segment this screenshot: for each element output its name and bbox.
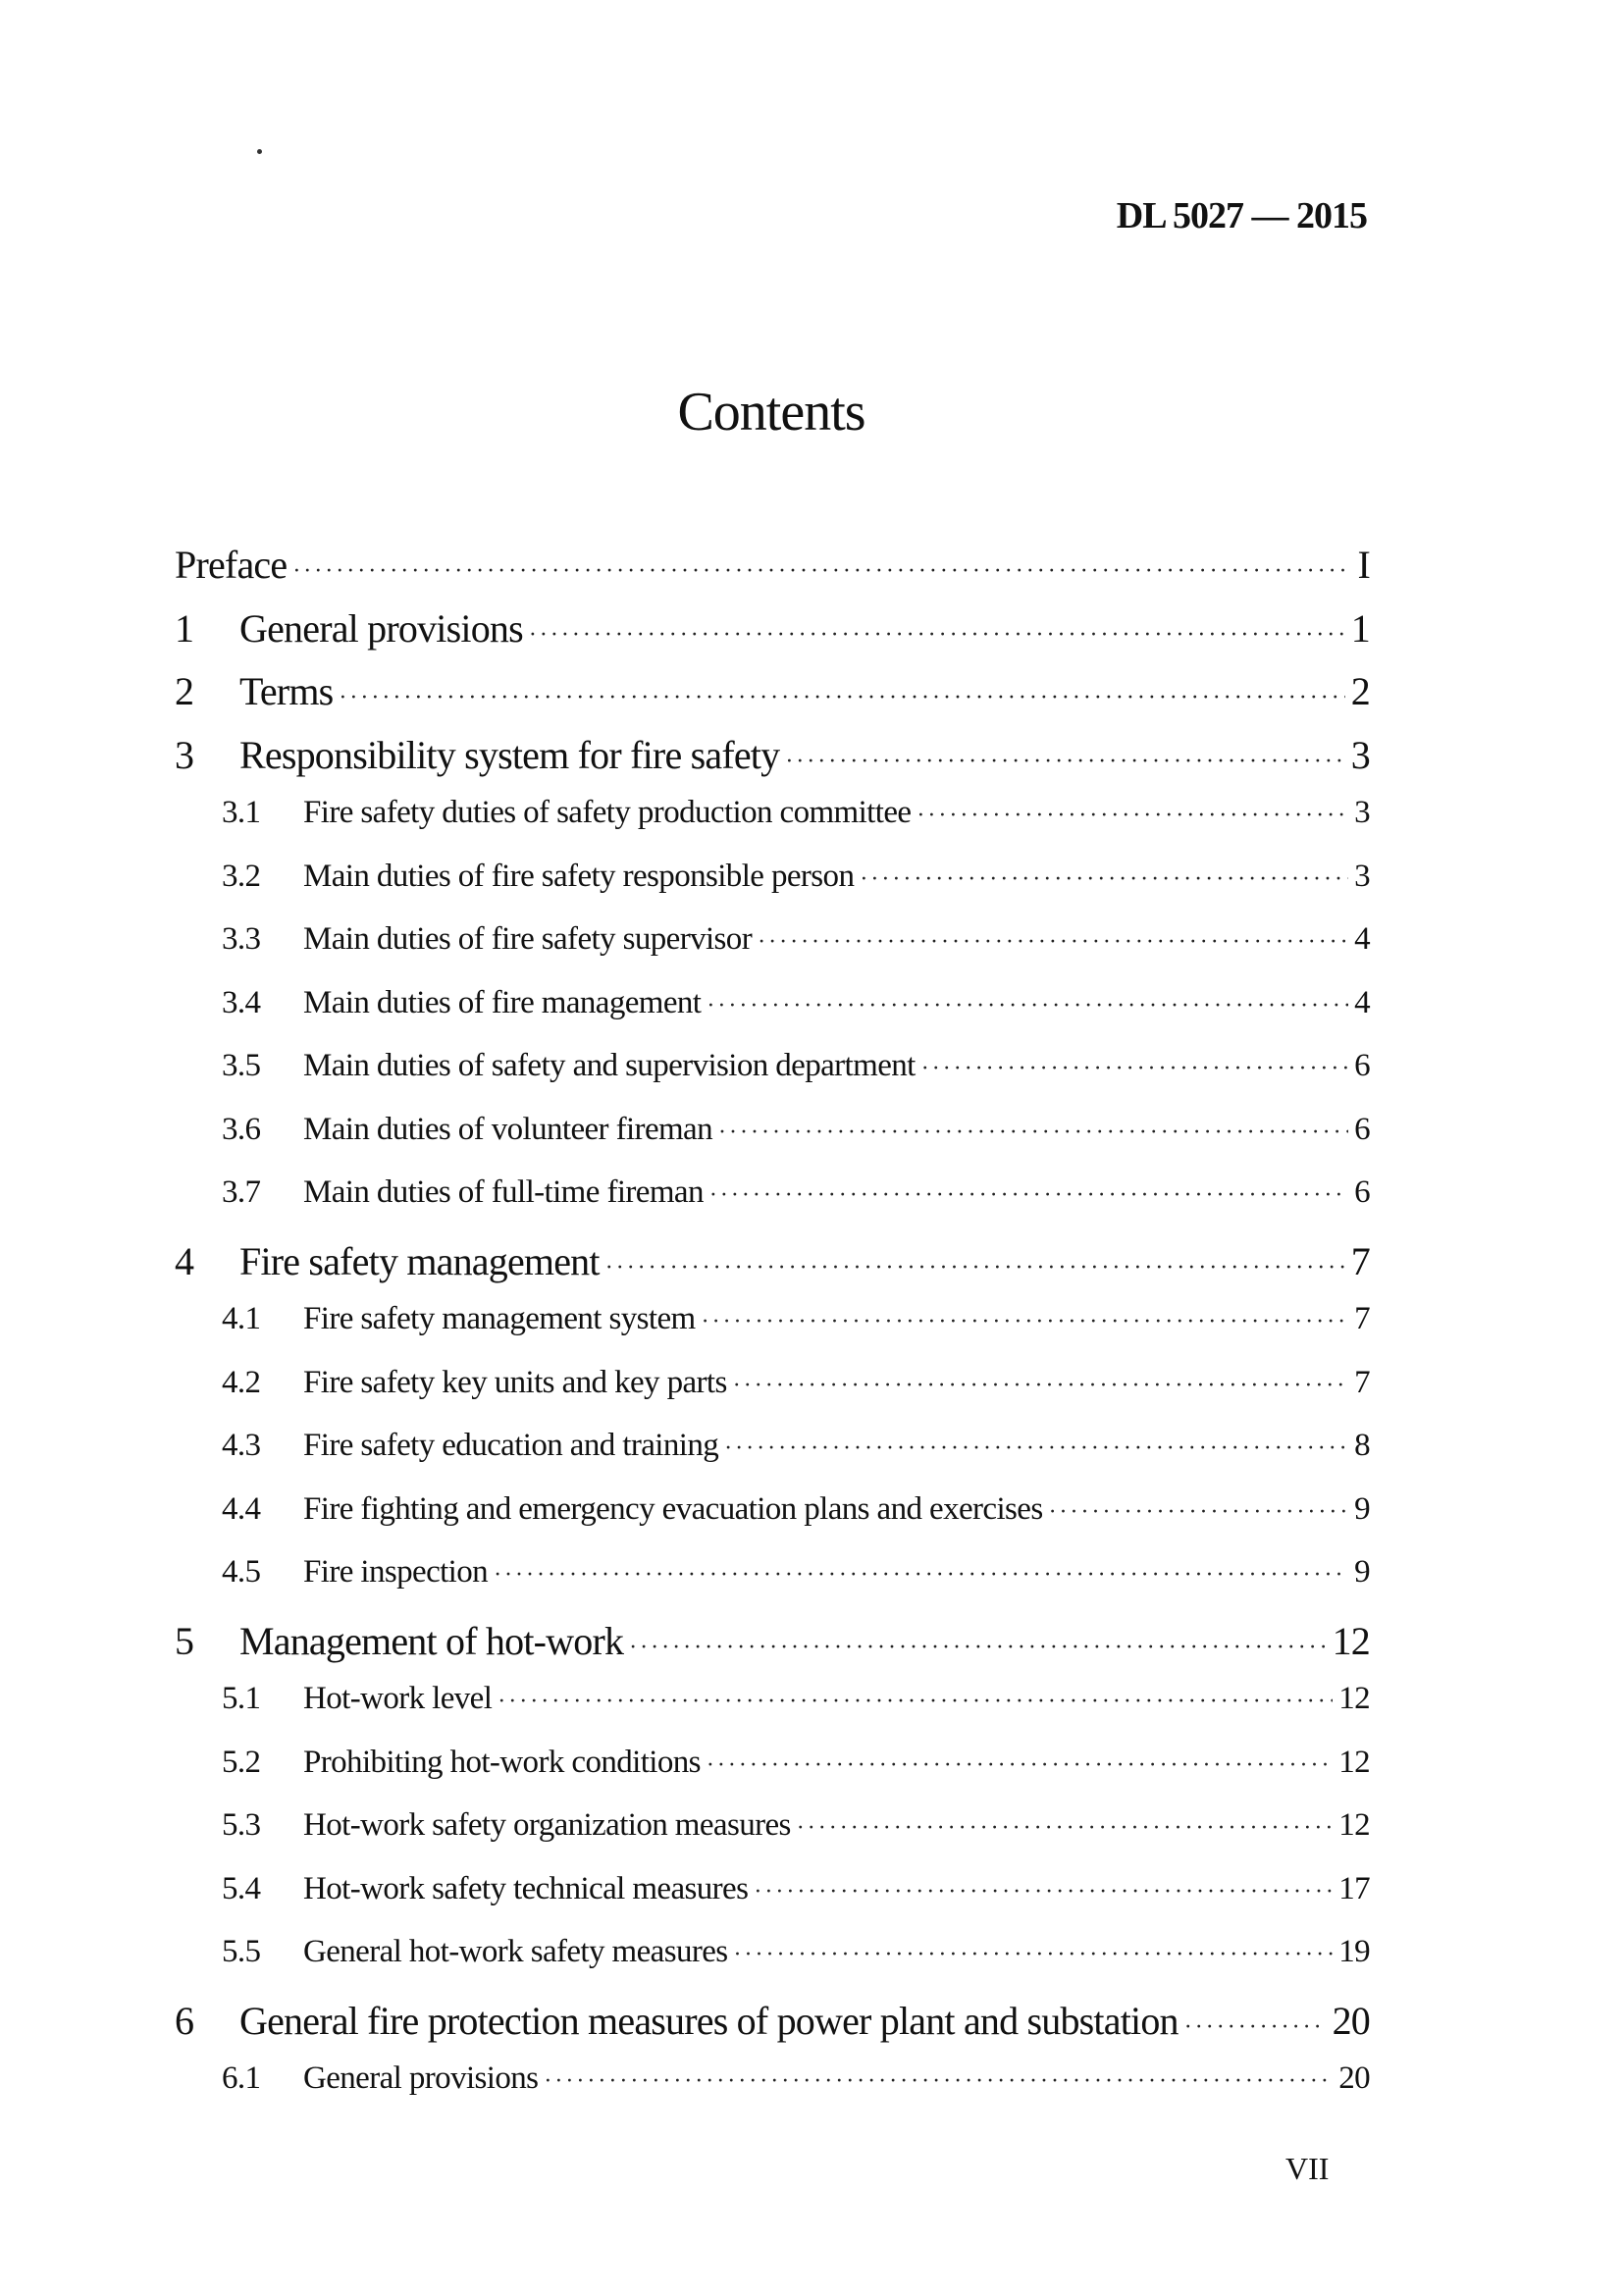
toc-entry-page: I — [1357, 543, 1370, 587]
toc-entry-page: 12 — [1338, 1681, 1370, 1716]
toc-entry[interactable] — [175, 1998, 1370, 2061]
toc-entry-number: 4.4 — [222, 1490, 261, 1527]
dot-leader — [292, 558, 1351, 585]
toc-entry[interactable] — [175, 605, 1370, 669]
toc-entry-title: Responsibility system for fire safety — [239, 732, 780, 777]
toc-entry-page: 7 — [1354, 1364, 1370, 1400]
toc-entry-number: 3.6 — [222, 1111, 261, 1147]
toc-entry-title: Fire safety duties of safety production committee — [303, 795, 912, 830]
toc-entry[interactable] — [175, 1238, 1370, 1302]
toc-entry-page: 4 — [1354, 921, 1370, 957]
toc-entry-page: 7 — [1354, 1301, 1370, 1336]
toc-entry-page: 9 — [1354, 1490, 1370, 1527]
toc-entry-page: 7 — [1350, 1238, 1370, 1283]
toc-entry-title: General fire protection measures of power plant and substation — [239, 1998, 1179, 2043]
dot-leader — [758, 929, 1348, 956]
dot-leader — [707, 993, 1348, 1019]
dot-leader — [921, 1056, 1348, 1082]
dot-leader — [785, 749, 1344, 775]
toc-entry[interactable] — [175, 1491, 1370, 1555]
toc-entry-title: Terms — [239, 669, 334, 713]
dot-leader — [724, 1435, 1348, 1462]
dot-leader — [529, 622, 1345, 649]
toc-entry[interactable] — [175, 542, 1370, 605]
toc-entry-title: Fire safety key units and key parts — [303, 1364, 727, 1400]
dot-leader — [734, 1942, 1334, 1968]
toc-entry-number: 4.1 — [222, 1301, 261, 1336]
dot-leader — [605, 1255, 1345, 1281]
dot-leader — [498, 1689, 1333, 1715]
toc-entry[interactable] — [175, 1112, 1370, 1175]
toc-entry[interactable] — [175, 732, 1370, 796]
dot-leader — [544, 2068, 1333, 2095]
toc-entry[interactable] — [175, 1681, 1370, 1745]
table-of-contents — [175, 542, 1370, 2124]
toc-entry-number: 3.4 — [222, 984, 261, 1020]
toc-entry-number: 3.1 — [222, 795, 261, 830]
toc-entry-title: Main duties of volunteer fireman — [303, 1111, 713, 1147]
toc-entry-number: 5.1 — [222, 1681, 261, 1716]
dot-leader — [917, 803, 1348, 829]
toc-entry-number: 2 — [175, 669, 194, 713]
toc-entry-number: 5.5 — [222, 1934, 261, 1969]
toc-entry[interactable] — [175, 1428, 1370, 1491]
toc-entry[interactable] — [175, 2060, 1370, 2124]
toc-entry-number: 5.4 — [222, 1870, 261, 1906]
toc-entry-title: Main duties of safety and supervision department — [303, 1048, 916, 1083]
toc-entry-number: 4.5 — [222, 1554, 261, 1590]
toc-entry-number: 3 — [175, 732, 194, 777]
toc-entry[interactable] — [175, 859, 1370, 922]
toc-entry-page: 12 — [1338, 1744, 1370, 1780]
toc-entry-number: 3.3 — [222, 921, 261, 957]
dot-leader — [707, 1752, 1333, 1779]
toc-entry-number: 5 — [175, 1618, 194, 1663]
toc-entry-title: Fire safety management — [239, 1238, 600, 1283]
toc-entry-number: 3.2 — [222, 858, 261, 894]
toc-entry-number: 4.2 — [222, 1364, 261, 1400]
toc-entry[interactable] — [175, 1554, 1370, 1618]
toc-entry-title: Main duties of full-time fireman — [303, 1174, 704, 1210]
toc-entry-page: 19 — [1338, 1934, 1370, 1969]
standard-code-header: DL 5027 — 2015 — [1116, 195, 1367, 236]
toc-entry-title: Main duties of fire safety responsible person — [303, 858, 855, 894]
toc-entry-number: 6 — [175, 1998, 194, 2043]
toc-entry-title: Main duties of fire safety supervisor — [303, 921, 753, 957]
toc-entry-page: 6 — [1354, 1174, 1370, 1210]
toc-entry[interactable] — [175, 985, 1370, 1049]
dot-leader — [339, 685, 1344, 711]
toc-entry-title: Fire safety management system — [303, 1301, 696, 1336]
toc-entry-page: 6 — [1354, 1111, 1370, 1147]
toc-entry-page: 2 — [1350, 669, 1370, 713]
dot-leader — [1049, 1499, 1349, 1526]
toc-entry-page: 12 — [1332, 1618, 1370, 1663]
toc-entry-title: Fire safety education and training — [303, 1428, 719, 1463]
toc-entry-title: Management of hot-work — [239, 1618, 624, 1663]
toc-entry-title: General hot-work safety measures — [303, 1934, 728, 1969]
dot-leader — [860, 866, 1348, 893]
toc-entry-number: 1 — [175, 605, 194, 651]
dot-leader — [709, 1182, 1348, 1209]
toc-entry-page: 3 — [1350, 732, 1370, 777]
dot-leader — [702, 1309, 1349, 1335]
toc-entry-page: 1 — [1350, 605, 1370, 651]
toc-entry[interactable] — [175, 668, 1370, 732]
toc-entry[interactable] — [175, 1174, 1370, 1238]
toc-entry-number: 5.3 — [222, 1807, 261, 1843]
toc-entry-page: 20 — [1332, 1998, 1370, 2043]
toc-entry[interactable] — [175, 1365, 1370, 1429]
toc-entry-page: 9 — [1354, 1554, 1370, 1590]
toc-entry-number: 5.2 — [222, 1744, 261, 1780]
toc-entry-number: 4.3 — [222, 1428, 261, 1463]
page-number: VII — [1285, 2151, 1330, 2186]
toc-entry-page: 3 — [1354, 858, 1370, 894]
toc-entry-title: General provisions — [303, 2060, 539, 2096]
toc-entry[interactable] — [175, 1048, 1370, 1112]
toc-entry-page: 20 — [1338, 2060, 1370, 2096]
toc-entry[interactable] — [175, 1807, 1370, 1871]
toc-entry[interactable] — [175, 1871, 1370, 1935]
toc-entry-title: Preface — [175, 543, 288, 587]
toc-entry-number: 3.7 — [222, 1174, 261, 1210]
toc-entry[interactable] — [175, 1745, 1370, 1808]
toc-entry-title: General provisions — [239, 605, 523, 651]
toc-entry-title: Hot-work level — [303, 1681, 493, 1716]
toc-entry-title: Hot-work safety organization measures — [303, 1807, 791, 1843]
dot-leader — [797, 1815, 1333, 1842]
toc-entry-title: Fire inspection — [303, 1554, 489, 1590]
dot-leader — [494, 1562, 1348, 1589]
toc-entry-page: 12 — [1338, 1807, 1370, 1843]
toc-entry-title: Fire fighting and emergency evacuation plans and exercises — [303, 1490, 1043, 1527]
toc-entry-title: Hot-work safety technical measures — [303, 1870, 749, 1906]
toc-entry[interactable] — [175, 1301, 1370, 1365]
toc-entry-title: Main duties of fire management — [303, 984, 702, 1020]
toc-entry-number: 6.1 — [222, 2060, 261, 2096]
dot-leader — [718, 1120, 1348, 1146]
toc-entry-page: 6 — [1354, 1048, 1370, 1083]
toc-entry[interactable] — [175, 1934, 1370, 1998]
toc-entry-number: 4 — [175, 1238, 194, 1283]
dot-leader — [754, 1879, 1333, 1905]
dot-leader — [1184, 2014, 1327, 2041]
toc-entry-page: 17 — [1338, 1870, 1370, 1906]
toc-entry-title: Prohibiting hot-work conditions — [303, 1744, 701, 1780]
toc-entry[interactable] — [175, 1618, 1370, 1682]
toc-entry-number: 3.5 — [222, 1048, 261, 1083]
toc-entry-page: 4 — [1354, 984, 1370, 1020]
toc-entry[interactable] — [175, 795, 1370, 859]
toc-entry-page: 3 — [1354, 795, 1370, 830]
toc-entry[interactable] — [175, 921, 1370, 985]
dot-leader — [629, 1635, 1326, 1661]
toc-entry-page: 8 — [1354, 1428, 1370, 1463]
dot-leader — [733, 1373, 1348, 1399]
scan-speck — [257, 149, 262, 154]
page-title: Contents — [677, 382, 865, 443]
